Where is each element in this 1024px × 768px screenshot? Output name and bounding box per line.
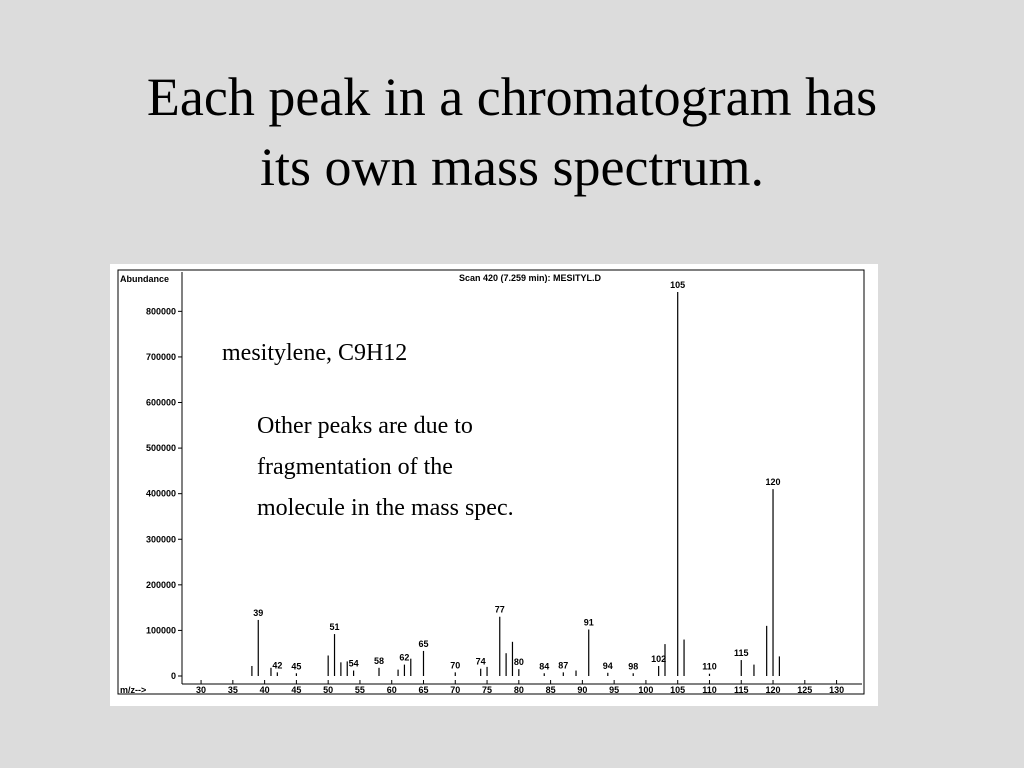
peak-label: 70	[450, 660, 461, 671]
y-tick-label: 200000	[145, 579, 176, 590]
x-tick-label: 40	[259, 685, 270, 695]
y-tick-label: 300000	[145, 534, 176, 545]
peak-label: 62	[399, 652, 410, 663]
peak-label: 45	[291, 661, 302, 672]
x-axis-label: m/z-->	[120, 685, 147, 695]
peak-label: 74	[475, 656, 486, 667]
y-axis-label: Abundance	[120, 274, 170, 284]
y-tick-label: 100000	[145, 625, 176, 636]
x-tick-label: 65	[418, 685, 429, 695]
peak-label: 115	[733, 648, 749, 659]
peak-label: 120	[765, 477, 781, 488]
peak-label: 58	[374, 655, 385, 666]
peak-label: 94	[602, 660, 613, 671]
peak-label: 39	[253, 607, 264, 618]
x-tick-label: 35	[227, 685, 238, 695]
x-tick-label: 125	[797, 685, 813, 695]
slide-title-line-2: its own mass spectrum.	[260, 137, 764, 197]
y-tick-label: 700000	[145, 351, 176, 362]
x-tick-label: 130	[829, 685, 845, 695]
peak-label: 54	[348, 658, 359, 669]
slide-title	[40, 62, 984, 202]
x-tick-label: 120	[765, 685, 781, 695]
x-tick-label: 45	[291, 685, 302, 695]
chart-title: Scan 420 (7.259 min): MESITYL.D	[458, 273, 602, 283]
mass-spectrum-chart	[110, 264, 878, 706]
peak-label: 105	[670, 280, 686, 290]
y-tick-label: 0	[170, 671, 176, 681]
peak-label: 91	[583, 617, 594, 628]
x-tick-label: 70	[450, 685, 461, 695]
x-ticks	[196, 680, 844, 695]
y-tick-label: 500000	[145, 443, 176, 454]
peak-label: 84	[539, 661, 550, 672]
y-tick-label: 600000	[145, 397, 176, 408]
y-ticks	[146, 306, 182, 681]
x-tick-label: 50	[323, 685, 334, 695]
peak-label: 102	[651, 653, 667, 664]
x-tick-label: 60	[386, 685, 397, 695]
y-tick-label: 400000	[145, 488, 176, 499]
x-tick-label: 55	[354, 685, 365, 695]
peak-label: 65	[418, 638, 429, 649]
x-tick-label: 90	[577, 685, 588, 695]
x-tick-label: 110	[702, 685, 717, 695]
x-tick-label: 75	[482, 685, 493, 695]
note-line-3: molecule in the mass spec.	[257, 495, 514, 521]
x-tick-label: 30	[196, 685, 207, 695]
peak-label: 80	[513, 657, 524, 668]
x-tick-label: 115	[733, 685, 749, 695]
compound-label: mesitylene, C9H12	[222, 340, 408, 366]
peak-label: 51	[329, 622, 340, 633]
x-tick-label: 80	[513, 685, 524, 695]
x-tick-label: 95	[609, 685, 620, 695]
peak-label: 98	[628, 661, 639, 672]
note-line-1: Other peaks are due to	[257, 413, 473, 439]
note-line-2: fragmentation of the	[257, 454, 453, 480]
x-tick-label: 105	[670, 685, 686, 695]
y-tick-label: 800000	[145, 306, 176, 317]
peak-label: 87	[558, 660, 569, 671]
peak-label: 77	[494, 604, 505, 615]
peak-label: 110	[702, 661, 717, 672]
peak-label: 42	[272, 660, 283, 671]
x-tick-label: 100	[638, 685, 654, 695]
fragmentation-note	[257, 406, 514, 529]
slide-title-line-1: Each peak in a chromatogram has	[146, 67, 878, 127]
x-tick-label: 85	[545, 685, 556, 695]
